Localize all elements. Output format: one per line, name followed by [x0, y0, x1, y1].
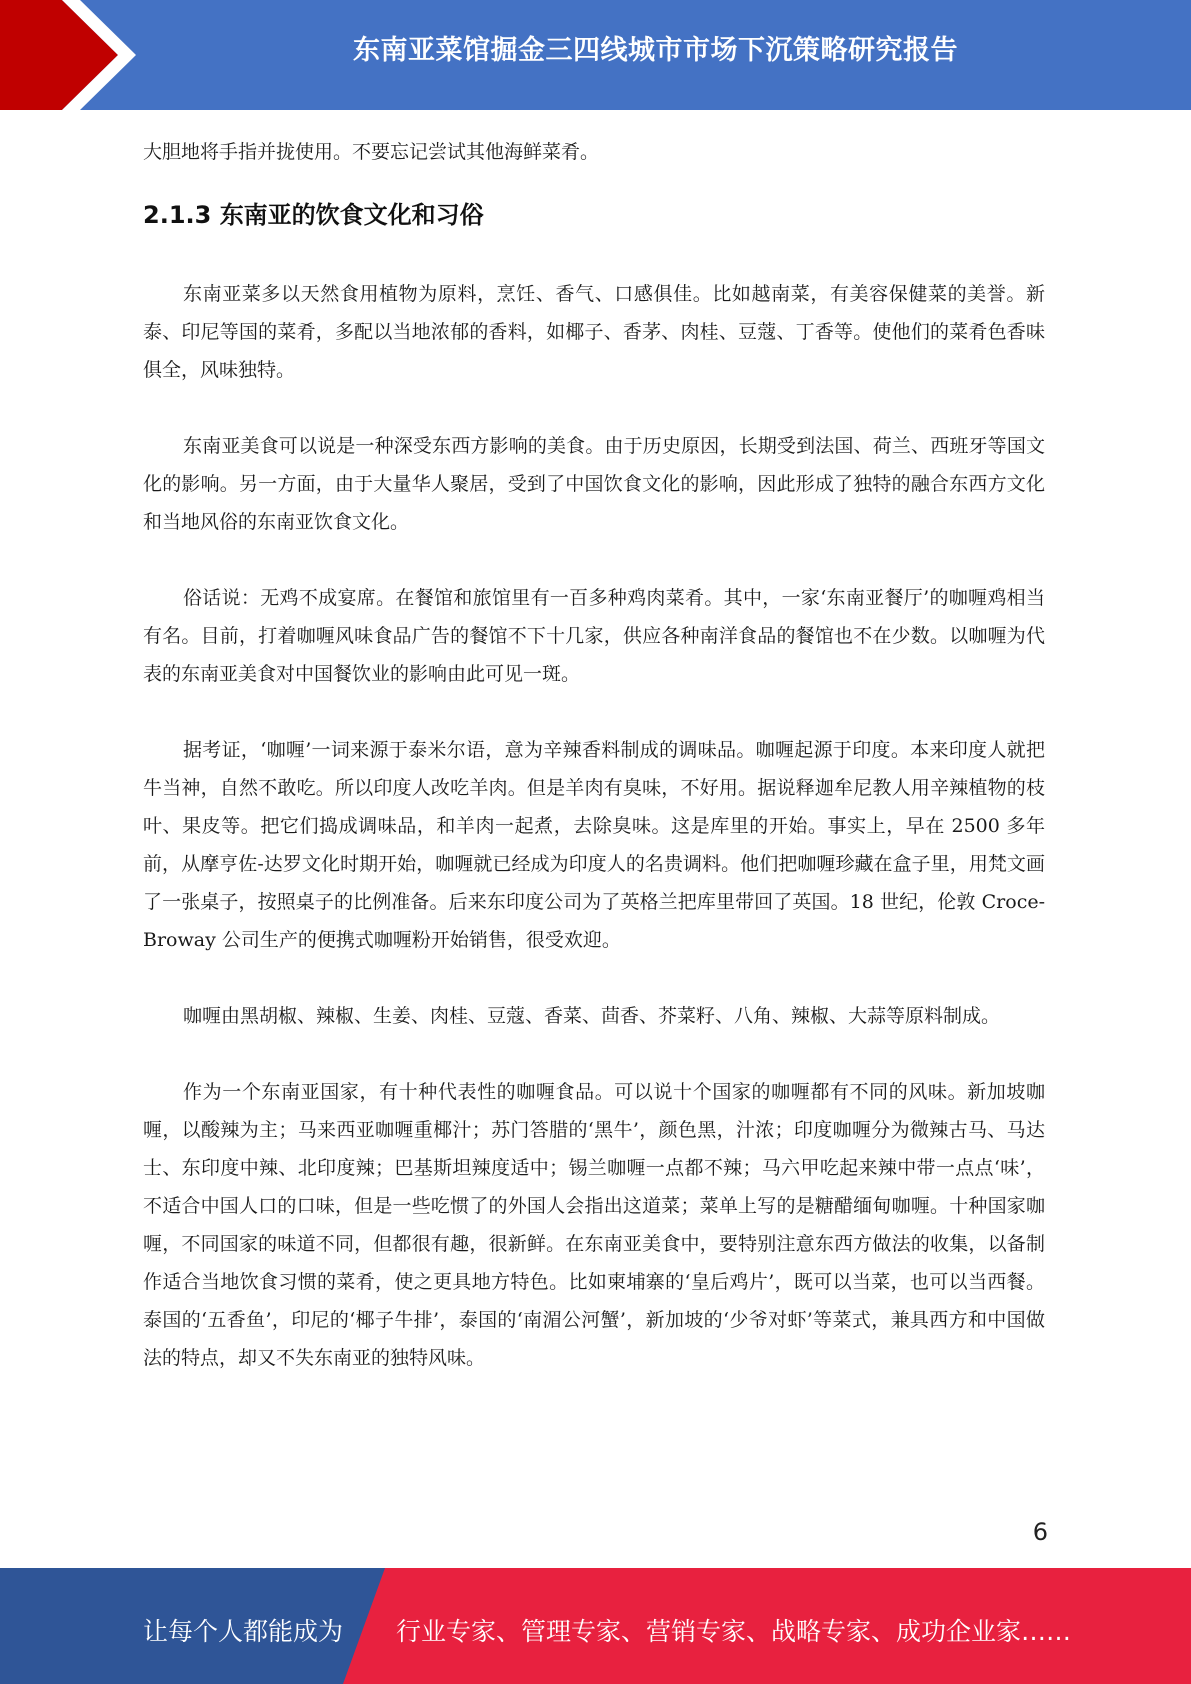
body-paragraph-2: 东南亚美食可以说是一种深受东西方影响的美食。由于历史原因，长期受到法国、荷兰、西班牙等国文化的影响。另一方面，由于大量华人聚居，受到了中国饮食文化的影响，因此形成了独特的融合东西方文化和当地风俗的东南亚饮食文化。 — [143, 435, 1045, 533]
body-paragraph-5: 咖喱由黑胡椒、辣椒、生姜、肉桂、豆蔻、香菜、茴香、芥菜籽、八角、辣椒、大蒜等原料制成。 — [183, 1005, 1001, 1027]
page-number: 6 — [1032, 1518, 1048, 1546]
body-paragraph-6: 作为一个东南亚国家，有十种代表性的咖喱食品。可以说十个国家的咖喱都有不同的风味。新加坡咖喱，以酸辣为主；马来西亚咖喱重椰汁；苏门答腊的‘黑牛’，颜色黑，汁浓；印度咖喱分为微辣古马、马达士、东印度中辣、北印度辣；巴基斯坦辣度适中；锡兰咖喱一点都不辣；马六甲吃起来辣中带一点点‘味’，不适合中国人口的口味，但是一些吃惯了的外国人会指出这道菜；菜单上写的是糖醋缅甸咖喱。十种国家咖喱，不同国家的味道不同，但都很有趣，很新鲜。在东南亚美食中，要特别注意东西方做法的收集，以备制作适合当地饮食习惯的菜肴，使之更具地方特色。比如柬埔寨的‘皇后鸡片’，既可以当菜，也可以当西餐。泰国的‘五香鱼’，印尼的‘椰子牛排’，泰国的‘南湄公河蟹’，新加坡的‘少爷对虾’等菜式，兼具西方和中国做法的特点，却又不失东南亚的独特风味。 — [143, 1081, 1045, 1369]
footer-slogan-right: 行业专家、管理专家、营销专家、战略专家、成功企业家…… — [396, 1617, 1072, 1646]
main-content — [143, 133, 1045, 1377]
intro-paragraph: 大胆地将手指并拢使用。不要忘记尝试其他海鲜菜肴。 — [143, 141, 600, 163]
footer-slogan-left: 让每个人都能成为 — [143, 1617, 344, 1646]
body-paragraph-4: 据考证，‘咖喱’一词来源于泰米尔语，意为辛辣香料制成的调味品。咖喱起源于印度。本来印度人就把牛当神，自然不敢吃。所以印度人改吃羊肉。但是羊肉有臭味，不好用。据说释迦牟尼教人用辛辣植物的枝叶、果皮等。把它们捣成调味品，和羊肉一起煮，去除臭味。这是库里的开始。事实上，早在 2500 多年前，从摩亨佐-达罗文化时期开始，咖喱就已经成为印度人的名贵调料。他们把咖喱珍藏在盒子里，用梵文画了一张桌子，按照桌子的比例准备。后来东印度公司为了英格兰把库里带回了英国。18 世纪，伦敦 Croce-Broway 公司生产的便携式咖喱粉开始销售，很受欢迎。 — [143, 739, 1045, 951]
body-paragraph-3: 俗话说：无鸡不成宴席。在餐馆和旅馆里有一百多种鸡肉菜肴。其中，一家‘东南亚餐厅’的咖喱鸡相当有名。目前，打着咖喱风味食品广告的餐馆不下十几家，供应各种南洋食品的餐馆也不在少数。以咖喱为代表的东南亚美食对中国餐饮业的影响由此可见一斑。 — [143, 587, 1045, 685]
report-title: 东南亚菜馆掘金三四线城市市场下沉策略研究报告 — [353, 35, 958, 66]
section-heading: 2.1.3 东南亚的饮食文化和习俗 — [143, 201, 484, 229]
page-footer — [0, 1568, 1191, 1684]
body-paragraph-1: 东南亚菜多以天然食用植物为原料，烹饪、香气、口感俱佳。比如越南菜，有美容保健菜的美誉。新泰、印尼等国的菜肴，多配以当地浓郁的香料，如椰子、香茅、肉桂、豆蔻、丁香等。使他们的菜肴色香味俱全，风味独特。 — [143, 283, 1045, 381]
page-header — [0, 0, 1191, 110]
